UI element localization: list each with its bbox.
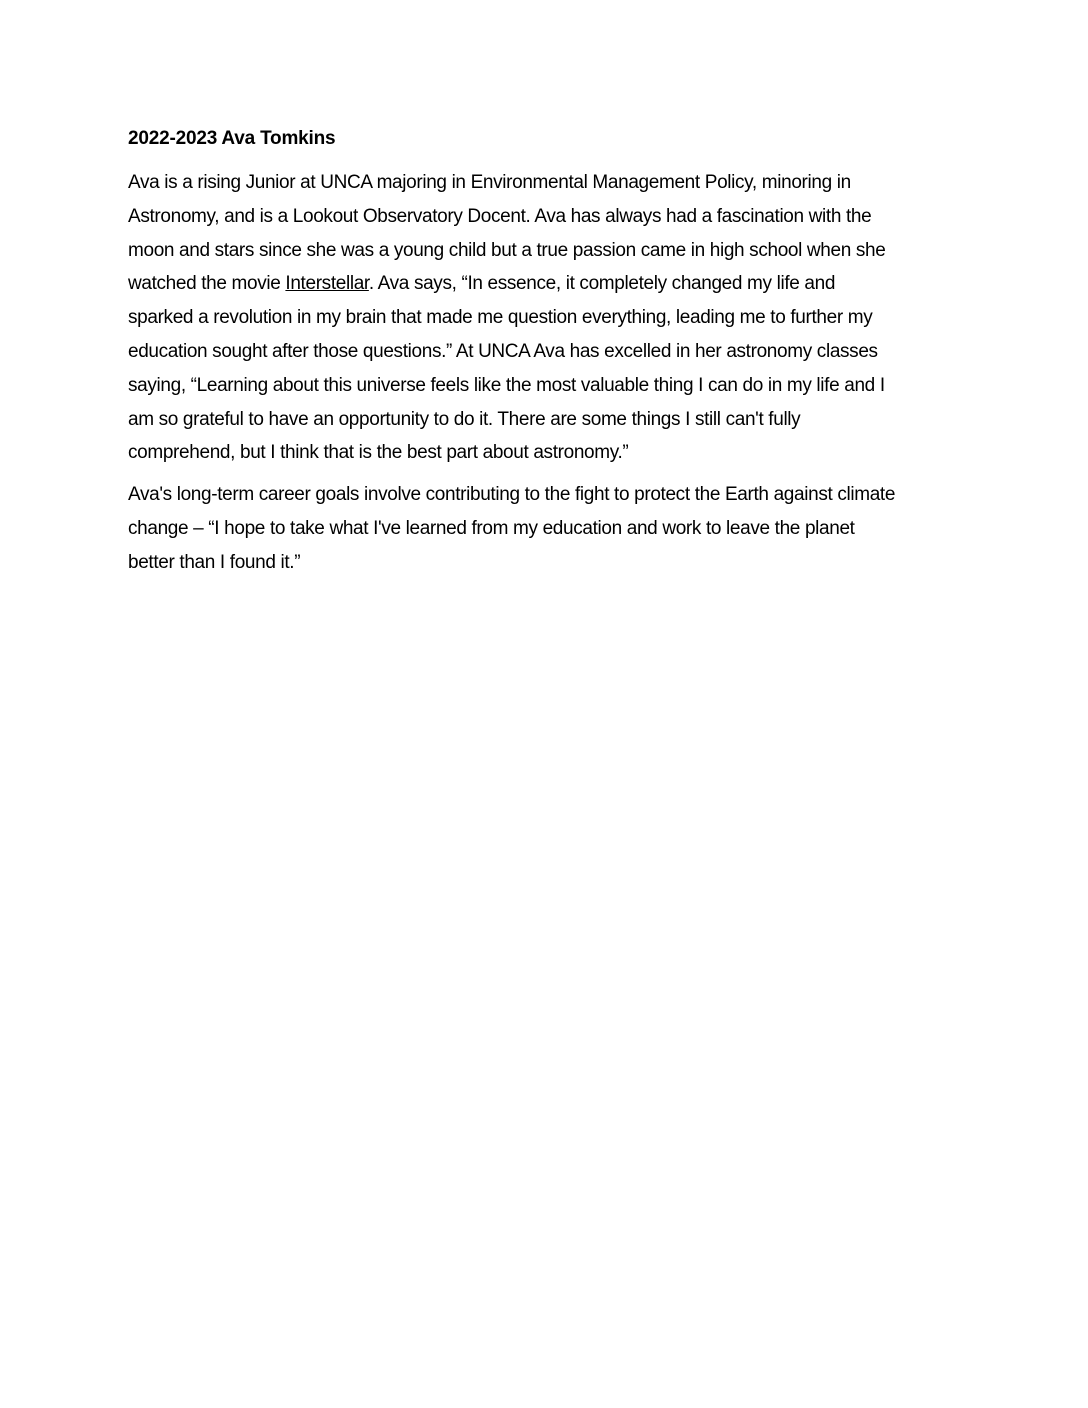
text-line: moon and stars since she was a young child but a true passion came in high school when she — [128, 239, 886, 261]
movie-title-interstellar: Interstellar — [285, 273, 369, 295]
document-title: 2022-2023 Ava Tomkins — [128, 128, 336, 149]
text-line: better than I found it.” — [128, 551, 301, 573]
text-line — [128, 267, 968, 301]
text-line: education sought after those questions.” At UNCA Ava has excelled in her astronomy classes — [128, 340, 878, 362]
paragraph-bio — [128, 166, 968, 470]
text-line: saying, “Learning about this universe feels like the most valuable thing I can do in my life and I — [128, 374, 885, 396]
document-page — [128, 126, 968, 588]
text-line: change – “I hope to take what I've learned from my education and work to leave the planet — [128, 517, 855, 539]
text-line: Astronomy, and is a Lookout Observatory Docent. Ava has always had a fascination with the — [128, 205, 872, 227]
text-line: Ava's long-term career goals involve contributing to the fight to protect the Earth against climate — [128, 484, 896, 506]
paragraph-career-goals — [128, 478, 968, 579]
text-line: sparked a revolution in my brain that made me question everything, leading me to further my — [128, 307, 873, 329]
text-line: comprehend, but I think that is the best part about astronomy.” — [128, 442, 629, 464]
text-line: am so grateful to have an opportunity to do it. There are some things I still can't fully — [128, 408, 801, 430]
text-line: Ava is a rising Junior at UNCA majoring in Environmental Management Policy, minoring in — [128, 172, 851, 193]
text-segment: . Ava says, “In essence, it completely changed my life and — [368, 273, 836, 295]
text-segment: watched the movie — [128, 273, 286, 295]
